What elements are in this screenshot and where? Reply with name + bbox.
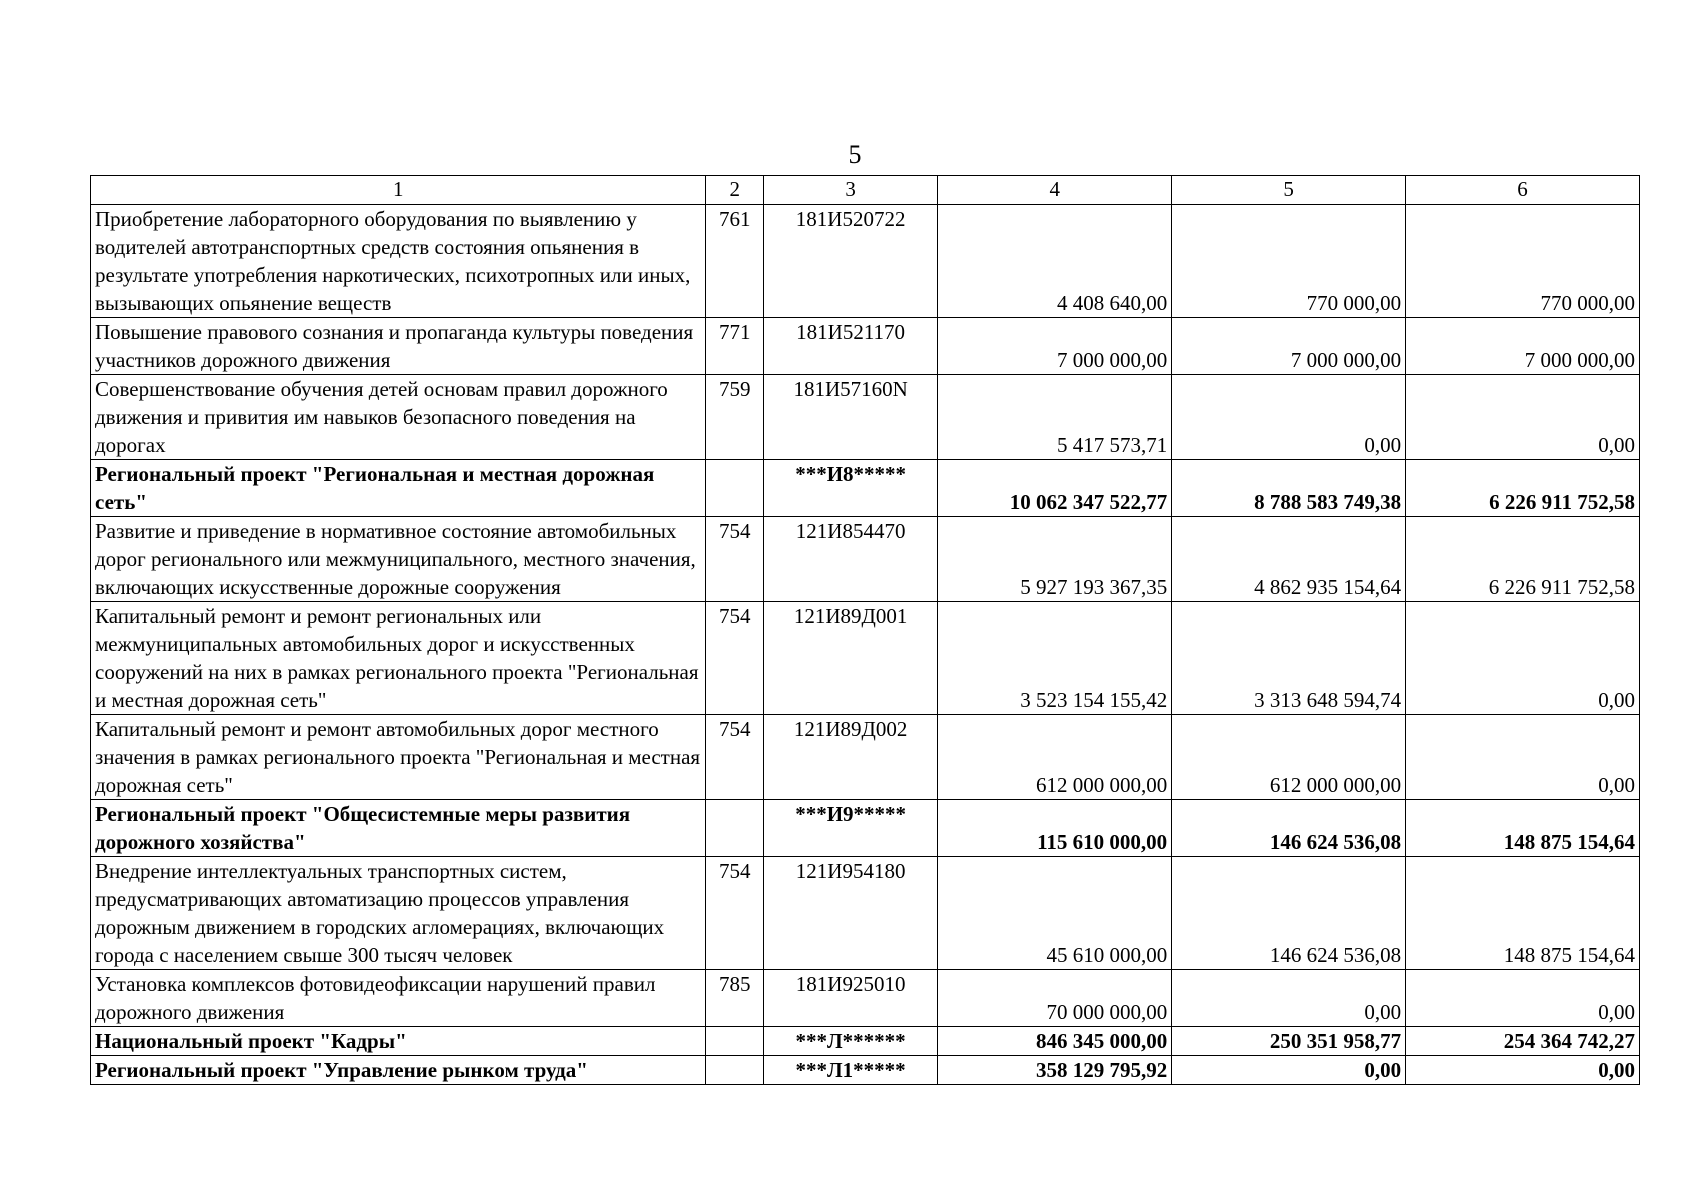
row-value-col4: 115 610 000,00 bbox=[938, 800, 1172, 857]
row-code-cell: 761 bbox=[706, 205, 763, 318]
row-code-cell: 771 bbox=[706, 318, 763, 375]
row-csr-cell: ***Л****** bbox=[763, 1027, 937, 1056]
row-value-col6: 770 000,00 bbox=[1406, 205, 1640, 318]
row-value-col5: 7 000 000,00 bbox=[1172, 318, 1406, 375]
row-value-col5: 4 862 935 154,64 bbox=[1172, 517, 1406, 602]
row-code-cell bbox=[706, 1056, 763, 1085]
table-row bbox=[91, 857, 1640, 970]
row-value-col6: 254 364 742,27 bbox=[1406, 1027, 1640, 1056]
row-name-cell: Приобретение лабораторного оборудования по выявлению у водителей автотранспортных средств состояния опьянения в результате употребления наркотических, психотропных или иных, вызывающих опьянение веществ bbox=[91, 205, 706, 318]
column-header: 2 bbox=[706, 176, 763, 205]
row-code-cell bbox=[706, 460, 763, 517]
row-value-col5: 3 313 648 594,74 bbox=[1172, 602, 1406, 715]
row-value-col4: 846 345 000,00 bbox=[938, 1027, 1172, 1056]
row-value-col6: 6 226 911 752,58 bbox=[1406, 517, 1640, 602]
table-header-row bbox=[91, 176, 1640, 205]
row-name-cell: Повышение правового сознания и пропаганда культуры поведения участников дорожного движения bbox=[91, 318, 706, 375]
column-header: 5 bbox=[1172, 176, 1406, 205]
row-name-cell: Внедрение интеллектуальных транспортных систем, предусматривающих автоматизацию процессов управления дорожным движением в городских агломерациях, включающих города с населением свыше 300 тысяч человек bbox=[91, 857, 706, 970]
table-row bbox=[91, 970, 1640, 1027]
row-code-cell: 754 bbox=[706, 857, 763, 970]
row-value-col5: 146 624 536,08 bbox=[1172, 800, 1406, 857]
column-header: 6 bbox=[1406, 176, 1640, 205]
row-value-col5: 770 000,00 bbox=[1172, 205, 1406, 318]
table-row bbox=[91, 318, 1640, 375]
table-row bbox=[91, 715, 1640, 800]
row-code-cell bbox=[706, 800, 763, 857]
row-value-col5: 0,00 bbox=[1172, 1056, 1406, 1085]
row-name-cell: Установка комплексов фотовидеофиксации нарушений правил дорожного движения bbox=[91, 970, 706, 1027]
row-name-cell: Капитальный ремонт и ремонт региональных или межмуниципальных автомобильных дорог и искусственных сооружений на них в рамках регионального проекта "Региональная и местная дорожная сеть" bbox=[91, 602, 706, 715]
row-code-cell: 785 bbox=[706, 970, 763, 1027]
row-csr-cell: 181И57160N bbox=[763, 375, 937, 460]
row-value-col5: 146 624 536,08 bbox=[1172, 857, 1406, 970]
row-name-cell: Региональный проект "Региональная и местная дорожная сеть" bbox=[91, 460, 706, 517]
row-value-col4: 5 927 193 367,35 bbox=[938, 517, 1172, 602]
column-header: 1 bbox=[91, 176, 706, 205]
row-csr-cell: 121И954180 bbox=[763, 857, 937, 970]
row-name-cell: Региональный проект "Управление рынком труда" bbox=[91, 1056, 706, 1085]
row-value-col4: 5 417 573,71 bbox=[938, 375, 1172, 460]
row-value-col6: 6 226 911 752,58 bbox=[1406, 460, 1640, 517]
row-csr-cell: 181И925010 bbox=[763, 970, 937, 1027]
table-row bbox=[91, 602, 1640, 715]
row-value-col6: 0,00 bbox=[1406, 970, 1640, 1027]
row-csr-cell: 121И89Д002 bbox=[763, 715, 937, 800]
row-value-col6: 0,00 bbox=[1406, 375, 1640, 460]
table-row bbox=[91, 517, 1640, 602]
row-name-cell: Национальный проект "Кадры" bbox=[91, 1027, 706, 1056]
row-value-col4: 70 000 000,00 bbox=[938, 970, 1172, 1027]
row-name-cell: Совершенствование обучения детей основам правил дорожного движения и привития им навыков безопасного поведения на дорогах bbox=[91, 375, 706, 460]
page-number: 5 bbox=[848, 140, 862, 169]
row-value-col4: 358 129 795,92 bbox=[938, 1056, 1172, 1085]
row-code-cell: 754 bbox=[706, 517, 763, 602]
row-csr-cell: ***И8***** bbox=[763, 460, 937, 517]
table-row bbox=[91, 460, 1640, 517]
row-name-cell: Капитальный ремонт и ремонт автомобильных дорог местного значения в рамках регионального проекта "Региональная и местная дорожная сеть" bbox=[91, 715, 706, 800]
row-value-col4: 4 408 640,00 bbox=[938, 205, 1172, 318]
row-value-col5: 0,00 bbox=[1172, 970, 1406, 1027]
table-row bbox=[91, 1027, 1640, 1056]
row-code-cell: 754 bbox=[706, 715, 763, 800]
row-code-cell bbox=[706, 1027, 763, 1056]
row-value-col4: 612 000 000,00 bbox=[938, 715, 1172, 800]
column-header: 3 bbox=[763, 176, 937, 205]
row-name-cell: Развитие и приведение в нормативное состояние автомобильных дорог регионального или межмуниципального, местного значения, включающих искусственные дорожные сооружения bbox=[91, 517, 706, 602]
row-value-col6: 0,00 bbox=[1406, 602, 1640, 715]
row-value-col5: 612 000 000,00 bbox=[1172, 715, 1406, 800]
row-value-col6: 7 000 000,00 bbox=[1406, 318, 1640, 375]
table-row bbox=[91, 1056, 1640, 1085]
row-value-col4: 10 062 347 522,77 bbox=[938, 460, 1172, 517]
row-value-col4: 7 000 000,00 bbox=[938, 318, 1172, 375]
row-value-col5: 8 788 583 749,38 bbox=[1172, 460, 1406, 517]
row-value-col5: 250 351 958,77 bbox=[1172, 1027, 1406, 1056]
row-value-col6: 0,00 bbox=[1406, 715, 1640, 800]
row-csr-cell: ***И9***** bbox=[763, 800, 937, 857]
row-csr-cell: 121И854470 bbox=[763, 517, 937, 602]
row-value-col4: 3 523 154 155,42 bbox=[938, 602, 1172, 715]
row-csr-cell: 181И521170 bbox=[763, 318, 937, 375]
row-code-cell: 759 bbox=[706, 375, 763, 460]
row-value-col6: 0,00 bbox=[1406, 1056, 1640, 1085]
table-row bbox=[91, 800, 1640, 857]
row-name-cell: Региональный проект "Общесистемные меры развития дорожного хозяйства" bbox=[91, 800, 706, 857]
row-csr-cell: 181И520722 bbox=[763, 205, 937, 318]
row-value-col5: 0,00 bbox=[1172, 375, 1406, 460]
row-value-col6: 148 875 154,64 bbox=[1406, 800, 1640, 857]
row-value-col4: 45 610 000,00 bbox=[938, 857, 1172, 970]
row-csr-cell: 121И89Д001 bbox=[763, 602, 937, 715]
budget-table bbox=[90, 175, 1640, 1085]
table-row bbox=[91, 375, 1640, 460]
table-row bbox=[91, 205, 1640, 318]
row-value-col6: 148 875 154,64 bbox=[1406, 857, 1640, 970]
column-header: 4 bbox=[938, 176, 1172, 205]
row-code-cell: 754 bbox=[706, 602, 763, 715]
row-csr-cell: ***Л1***** bbox=[763, 1056, 937, 1085]
